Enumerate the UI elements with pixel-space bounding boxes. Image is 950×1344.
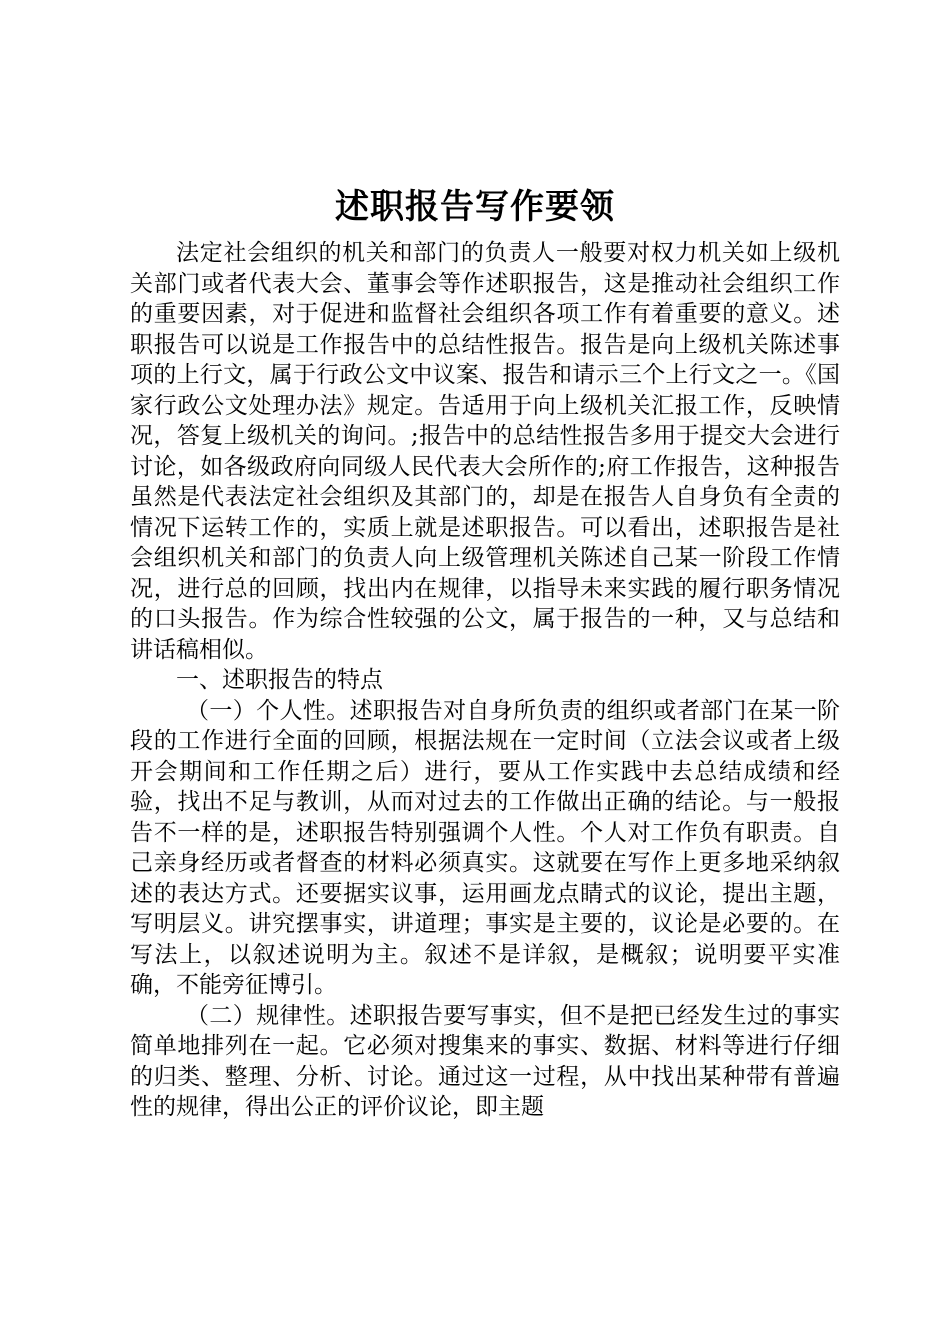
document-title: 述职报告写作要领 — [335, 187, 615, 227]
intro-paragraph: 法定社会组织的机关和部门的负责人一般要对权力机关如上级机关部门或者代表大会、董事会等作述职报告，这是推动社会组织工作的重要因素，对于促进和监督社会组织各项工作有着重要的意义。述职报告可以说是工作报告中的总结性报告。报告是向上级机关陈述事项的上行文，属于行政公文中议案、报告和请示三个上行文之一。《国家行政公文处理办法》规定。告适用于向上级机关汇报工作，反映情况，答复上级机关的询问。;报告中的总结性报告多用于提交大会进行讨论，如各级政府向同级人民代表大会所作的;府工作报告，这种报告虽然是代表法定社会组织及其部门的，却是在报告人自身负有全责的情况下运转工作的，实质上就是述职报告。可以看出，述职报告是社会组织机关和部门的负责人向上级管理机关陈述自己某一阶段工作情况，进行总的回顾，找出内在规律，以指导未来实践的履行职务情况的口头报告。作为综合性较强的公文，属于报告的一种，又与总结和讲话稿相似。 — [130, 240, 840, 663]
subsection-paragraph: （二）规律性。述职报告要写事实，但不是把已经发生过的事实简单地排列在一起。它必须对搜集来的事实、数据、材料等进行仔细的归类、整理、分析、讨论。通过这一过程，从中找出某种带有普遍性的规律，得出公正的评价议论，即主题 — [130, 1002, 840, 1120]
subsection-paragraph: （一）个人性。述职报告对自身所负责的组织或者部门在某一阶段的工作进行全面的回顾，根据法规在一定时间（立法会议或者上级开会期间和工作任期之后）进行，要从工作实践中去总结成绩和经验，找出不足与教训，从而对过去的工作做出正确的结论。与一般报告不一样的是，述职报告特别强调个人性。个人对工作负有职责。自己亲身经历或者督查的材料必须真实。这就要在写作上更多地采纳叙述的表达方式。还要据实议事，运用画龙点睛式的议论，提出主题，写明层义。讲究摆事实，讲道理；事实是主要的，议论是必要的。在写法上，以叙述说明为主。叙述不是详叙，是概叙；说明要平实准确，不能旁征博引。 — [130, 697, 840, 998]
section-heading: 一、述职报告的特点 — [176, 667, 383, 693]
document-body — [130, 238, 840, 1123]
